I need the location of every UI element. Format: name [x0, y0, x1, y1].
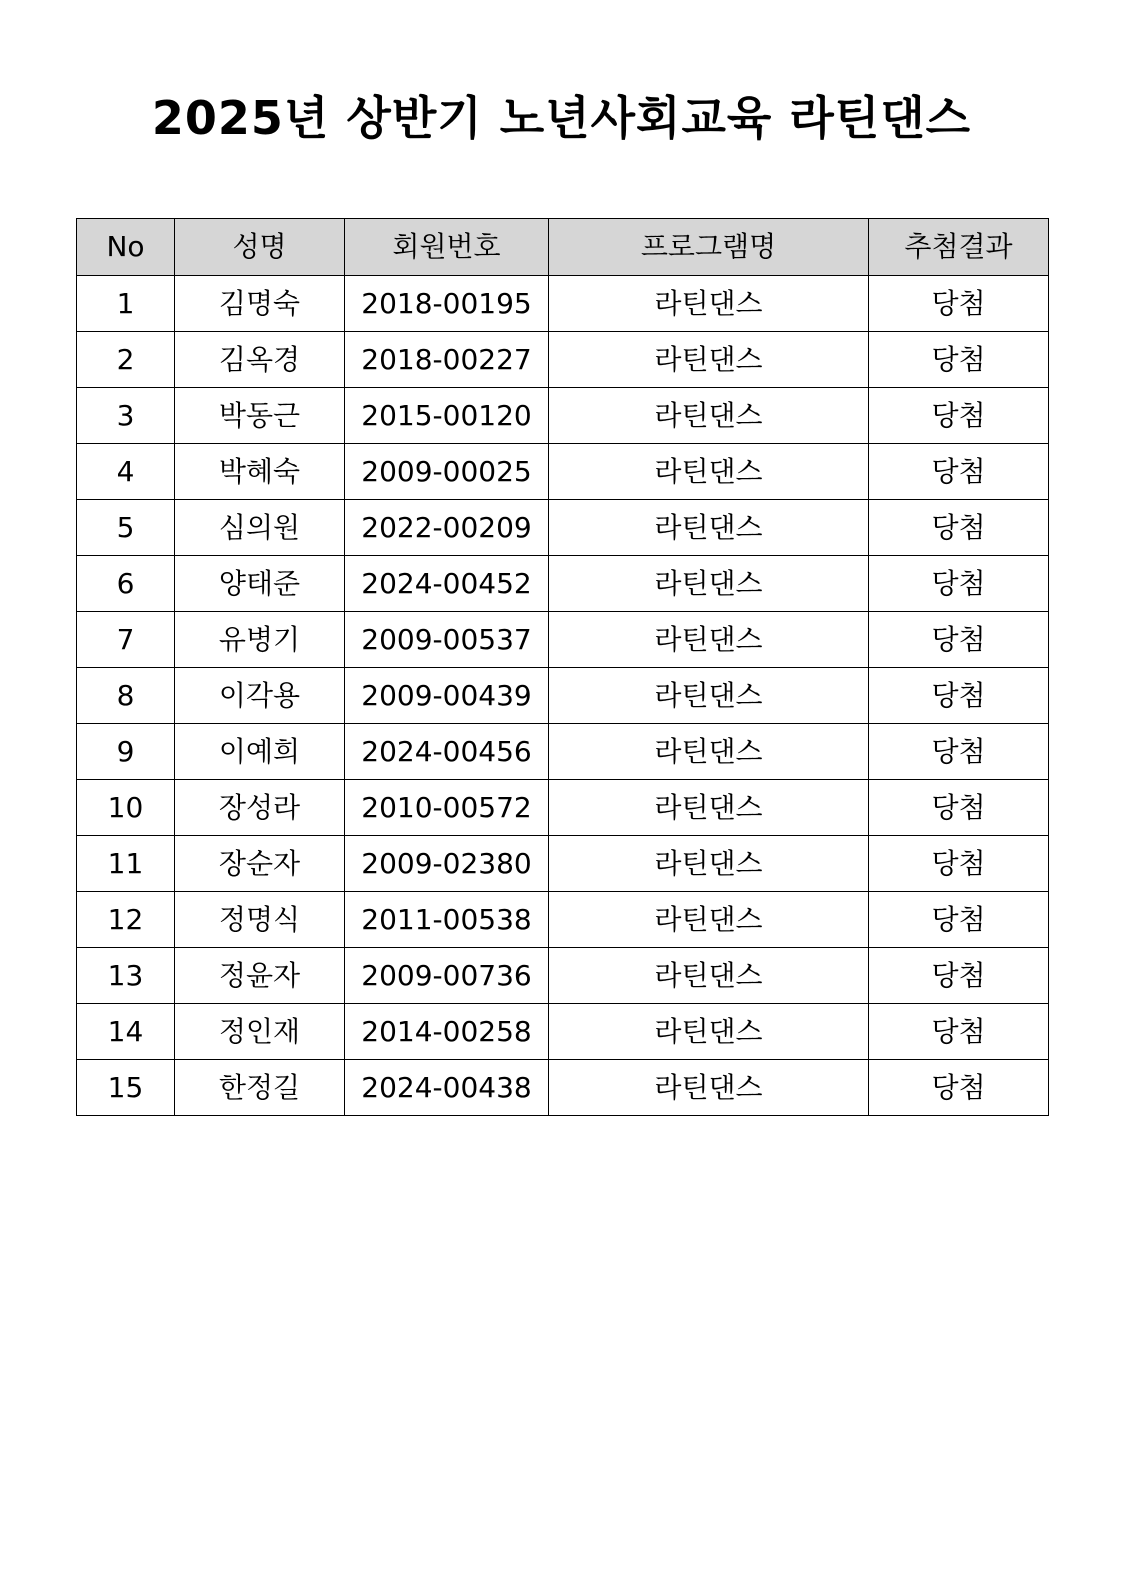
cell-name: 유병기 — [175, 612, 345, 668]
column-header-lottery-result: 추첨결과 — [869, 219, 1049, 276]
cell-no: 5 — [77, 500, 175, 556]
cell-lottery-result: 당첨 — [869, 556, 1049, 612]
table-row — [77, 388, 1049, 444]
cell-name: 박동근 — [175, 388, 345, 444]
cell-name: 장순자 — [175, 836, 345, 892]
cell-program-name: 라틴댄스 — [549, 276, 869, 332]
column-header-member-number: 회원번호 — [345, 219, 549, 276]
table-row — [77, 1004, 1049, 1060]
cell-name: 한정길 — [175, 1060, 345, 1116]
cell-name: 김옥경 — [175, 332, 345, 388]
cell-member-number: 2022-00209 — [345, 500, 549, 556]
table-row — [77, 1060, 1049, 1116]
cell-name: 장성라 — [175, 780, 345, 836]
page-title: 2025년 상반기 노년사회교육 라틴댄스 — [151, 91, 972, 145]
cell-program-name: 라틴댄스 — [549, 1004, 869, 1060]
table-row — [77, 444, 1049, 500]
cell-name: 이각용 — [175, 668, 345, 724]
table-body — [77, 276, 1049, 1116]
cell-lottery-result: 당첨 — [869, 668, 1049, 724]
cell-program-name: 라틴댄스 — [549, 724, 869, 780]
cell-program-name: 라틴댄스 — [549, 780, 869, 836]
cell-program-name: 라틴댄스 — [549, 836, 869, 892]
cell-lottery-result: 당첨 — [869, 892, 1049, 948]
cell-no: 8 — [77, 668, 175, 724]
cell-member-number: 2009-00736 — [345, 948, 549, 1004]
table-row — [77, 780, 1049, 836]
cell-member-number: 2011-00538 — [345, 892, 549, 948]
cell-no: 1 — [77, 276, 175, 332]
cell-no: 3 — [77, 388, 175, 444]
cell-name: 정명식 — [175, 892, 345, 948]
cell-program-name: 라틴댄스 — [549, 612, 869, 668]
cell-member-number: 2014-00258 — [345, 1004, 549, 1060]
cell-no: 12 — [77, 892, 175, 948]
cell-no: 15 — [77, 1060, 175, 1116]
cell-program-name: 라틴댄스 — [549, 668, 869, 724]
cell-lottery-result: 당첨 — [869, 444, 1049, 500]
cell-name: 정인재 — [175, 1004, 345, 1060]
table-row — [77, 276, 1049, 332]
cell-no: 14 — [77, 1004, 175, 1060]
column-header-name: 성명 — [175, 219, 345, 276]
cell-name: 정윤자 — [175, 948, 345, 1004]
cell-program-name: 라틴댄스 — [549, 332, 869, 388]
cell-member-number: 2009-00537 — [345, 612, 549, 668]
cell-lottery-result: 당첨 — [869, 1004, 1049, 1060]
cell-lottery-result: 당첨 — [869, 836, 1049, 892]
table-row — [77, 892, 1049, 948]
header-row — [77, 219, 1049, 276]
table-row — [77, 836, 1049, 892]
cell-lottery-result: 당첨 — [869, 612, 1049, 668]
cell-program-name: 라틴댄스 — [549, 1060, 869, 1116]
cell-member-number: 2018-00227 — [345, 332, 549, 388]
cell-name: 심의원 — [175, 500, 345, 556]
cell-name: 김명숙 — [175, 276, 345, 332]
cell-no: 9 — [77, 724, 175, 780]
cell-no: 11 — [77, 836, 175, 892]
cell-program-name: 라틴댄스 — [549, 388, 869, 444]
cell-lottery-result: 당첨 — [869, 724, 1049, 780]
table-row — [77, 724, 1049, 780]
column-header-no: No — [77, 219, 175, 276]
cell-member-number: 2024-00438 — [345, 1060, 549, 1116]
cell-member-number: 2024-00456 — [345, 724, 549, 780]
cell-program-name: 라틴댄스 — [549, 500, 869, 556]
cell-no: 4 — [77, 444, 175, 500]
cell-lottery-result: 당첨 — [869, 388, 1049, 444]
cell-member-number: 2009-00439 — [345, 668, 549, 724]
table-row — [77, 668, 1049, 724]
cell-name: 양태준 — [175, 556, 345, 612]
cell-lottery-result: 당첨 — [869, 1060, 1049, 1116]
table-row — [77, 556, 1049, 612]
cell-no: 13 — [77, 948, 175, 1004]
cell-no: 10 — [77, 780, 175, 836]
cell-lottery-result: 당첨 — [869, 948, 1049, 1004]
lottery-results-table — [76, 218, 1049, 1116]
cell-member-number: 2009-02380 — [345, 836, 549, 892]
table-row — [77, 500, 1049, 556]
cell-program-name: 라틴댄스 — [549, 444, 869, 500]
cell-member-number: 2024-00452 — [345, 556, 549, 612]
cell-program-name: 라틴댄스 — [549, 948, 869, 1004]
cell-program-name: 라틴댄스 — [549, 556, 869, 612]
cell-lottery-result: 당첨 — [869, 276, 1049, 332]
table-header — [77, 219, 1049, 276]
cell-member-number: 2015-00120 — [345, 388, 549, 444]
table-row — [77, 948, 1049, 1004]
cell-member-number: 2018-00195 — [345, 276, 549, 332]
cell-program-name: 라틴댄스 — [549, 892, 869, 948]
table-row — [77, 332, 1049, 388]
cell-lottery-result: 당첨 — [869, 780, 1049, 836]
cell-name: 박혜숙 — [175, 444, 345, 500]
cell-no: 2 — [77, 332, 175, 388]
cell-lottery-result: 당첨 — [869, 332, 1049, 388]
cell-member-number: 2010-00572 — [345, 780, 549, 836]
column-header-program-name: 프로그램명 — [549, 219, 869, 276]
cell-no: 7 — [77, 612, 175, 668]
cell-name: 이예희 — [175, 724, 345, 780]
cell-lottery-result: 당첨 — [869, 500, 1049, 556]
cell-member-number: 2009-00025 — [345, 444, 549, 500]
cell-no: 6 — [77, 556, 175, 612]
table-row — [77, 612, 1049, 668]
